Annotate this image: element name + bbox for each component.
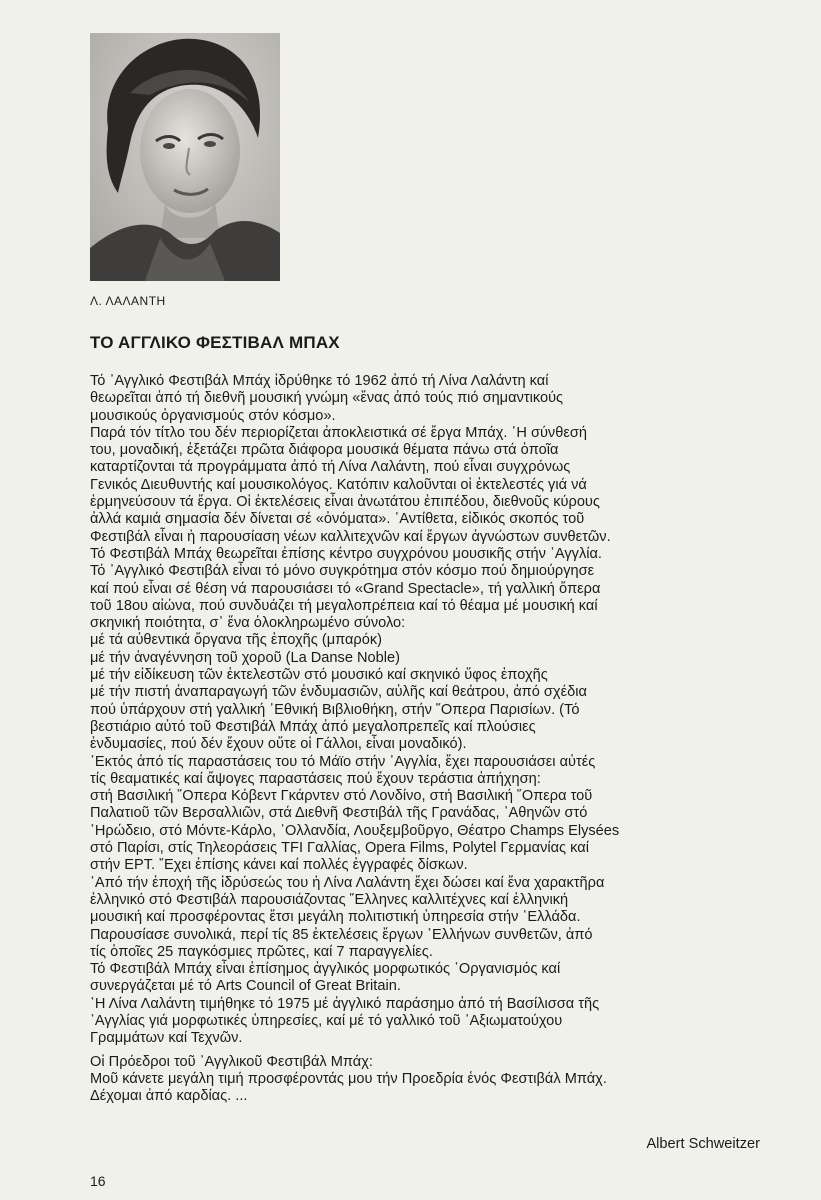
body-line: Οἱ Πρόεδροι τοῦ ᾿Αγγλικοῦ Φεστιβάλ Μπάχ:	[90, 1053, 373, 1070]
body-line: ᾿Από τήν ἐποχή τῆς ἱδρύσεώς του ἡ Λίνα Λαλάντη ἔχει δώσει καί ἕνα χαρακτῆρα	[90, 874, 605, 891]
body-line: Μοῦ κάνετε μεγάλη τιμή προσφέροντάς μου τήν Προεδρία ἑνός Φεστιβάλ Μπάχ.	[90, 1070, 607, 1087]
body-line: Δέχομαι ἀπό καρδίας. ...	[90, 1088, 248, 1105]
body-line: Φεστιβάλ εἶναι ἡ παρουσίαση νέων καλλιτεχνῶν καί ἔργων ἀγνώστων συνθετῶν.	[90, 528, 611, 545]
body-line: Παρά τόν τίτλο του δέν περιορίζεται ἀποκλειστικά σέ ἔργα Μπάχ. ῾Η σύνθεσή	[90, 424, 587, 441]
body-line: μέ τήν ἀναγέννηση τοῦ χοροῦ (La Danse Noble)	[90, 649, 400, 666]
body-line: ᾿Εκτός ἀπό τίς παραστάσεις του τό Μάϊο στήν ᾿Αγγλία, ἔχει παρουσιάσει αὐτές	[90, 753, 596, 770]
page-number: 16	[90, 1173, 106, 1189]
body-line: Τό ᾿Αγγλικό Φεστιβάλ εἶναι τό μόνο συγκρότημα στόν κόσμο πού δημιούργησε	[90, 563, 595, 580]
body-line: ῾Ηρώδειο, στό Μόντε-Κάρλο, ᾿Ολλανδία, Λουξεμβοῦργο, Θέατρο Champs Elysées	[90, 822, 620, 839]
body-line: ῾Η Λίνα Λαλάντη τιμήθηκε τό 1975 μέ ἀγγλικό παράσημο ἀπό τή Βασίλισσα τῆς	[90, 995, 600, 1012]
body-line: Γραμμάτων καί Τεχνῶν.	[90, 1030, 243, 1047]
body-line: τίς ὁποῖες 25 παγκόσμιες πρῶτες, καί 7 παραγγελίες.	[90, 943, 433, 960]
body-line: ἀλλά καμιά σημασία δέν δίνεται σέ «ὀνόματα». ᾿Αντίθετα, εἰδικός σκοπός τοῦ	[90, 511, 585, 528]
body-line: τίς θεαματικές καί ἄψογες παραστάσεις πού ἔχουν τεράστια ἀπήχηση:	[90, 770, 541, 787]
body-line: καί πού εἶναι σέ θέση νά παρουσιάσει τό «Grand Spectacle», τή γαλλική ὄπερα	[90, 580, 601, 597]
body-line: μέ τήν πιστή ἀναπαραγωγή τῶν ἐνδυμασιῶν, αὐλῆς καί θεάτρου, ἀπό σχέδια	[90, 684, 587, 701]
body-line: ἑρμηνεύσουν τά ἔργα. Οἱ ἐκτελέσεις εἶναι ἀνωτάτου ἐπιπέδου, διεθνοῦς κύρους	[90, 494, 600, 511]
signature: Albert Schweitzer	[646, 1136, 760, 1152]
body-line: ᾿Αγγλίας γιά μορφωτικές ὑπηρεσίες, καί μέ τό γαλλικό τοῦ ᾿Αξιωματούχου	[90, 1012, 563, 1029]
body-line: πού ὑπάρχουν στή γαλλική ᾿Εθνική Βιβλιοθήκη, στήν ῞Οπερα Παρισίων. (Τό	[90, 701, 580, 718]
body-line: στό Παρίσι, στίς Τηλεοράσεις TFI Γαλλίας, Opera Films, Polytel Γερμανίας καί	[90, 840, 589, 857]
body-line: σκηνική ποιότητα, σ᾿ ἕνα ὁλοκληρωμένο σύνολο:	[90, 615, 406, 632]
body-line: Παρουσίασε συνολικά, περί τίς 85 ἐκτελέσεις ἔργων ῾Ελλήνων συνθετῶν, ἀπό	[90, 926, 593, 943]
body-line: τοῦ 18ου αἰώνα, πού συνδυάζει τή μεγαλοπρέπεια καί τό θέαμα μέ μουσική καί	[90, 597, 598, 614]
body-line: καταρτίζονται τά προγράμματα ἀπό τή Λίνα Λαλάντη, πού εἶναι συγχρόνως	[90, 459, 571, 476]
body-line: μουσικούς ὀργανισμούς στόν κόσμο».	[90, 407, 336, 424]
body-line: Γενικός Διευθυντής καί μουσικολόγος. Κατόπιν καλοῦνται οἱ ἐκτελεστές γιά νά	[90, 476, 587, 493]
body-line: Τό Φεστιβάλ Μπάχ εἶναι ἐπίσημος ἀγγλικός μορφωτικός ᾿Οργανισμός καί	[90, 961, 561, 978]
body-line: του, μοναδική, ἐξετάζει πρῶτα διάφορα μουσικά θέματα πάνω στά ὁποῖα	[90, 442, 559, 459]
body-line: Τό Φεστιβάλ Μπάχ θεωρεῖται ἐπίσης κέντρο συγχρόνου μουσικῆς στήν ᾿Αγγλία.	[90, 545, 602, 562]
body-line: μέ τήν εἰδίκευση τῶν ἐκτελεστῶν στό μουσικό καί σκηνικό ὕφος ἐποχῆς	[90, 667, 548, 684]
article-body	[90, 373, 770, 1105]
body-line: μέ τά αὐθεντικά ὄργανα τῆς ἐποχῆς (μπαρόκ)	[90, 632, 382, 649]
photo-caption: Λ. ΛΑΛΑΝΤΗ	[90, 294, 166, 308]
article-title: ΤΟ ΑΓΓΛΙΚΟ ΦΕΣΤΙΒΑΛ ΜΠΑΧ	[90, 333, 340, 352]
portrait-photo	[90, 33, 280, 281]
body-line: ἐνδυμασίες, πού δέν ἔχουν οὔτε οἱ Γάλλοι, εἶναι μοναδικό).	[90, 736, 467, 753]
body-line: συνεργάζεται μέ τό Arts Council of Great Britain.	[90, 978, 401, 995]
body-line: Τό ᾿Αγγλικό Φεστιβάλ Μπάχ ἱδρύθηκε τό 1962 ἀπό τή Λίνα Λαλάντη καί	[90, 373, 549, 389]
body-line: Παλατιοῦ τῶν Βερσαλλιῶν, στά Διεθνῆ Φεστιβάλ τῆς Γρανάδας, ᾿Αθηνῶν στό	[90, 805, 588, 822]
body-line: θεωρεῖται ἀπό τή διεθνῆ μουσική γνώμη «ἕνας ἀπό τούς πιό σημαντικούς	[90, 390, 564, 407]
body-line: μουσική καί προσφέροντας ἔτσι μεγάλη πολιτιστική ὑπηρεσία στήν ῾Ελλάδα.	[90, 909, 581, 926]
body-line: ἑλληνικό στό Φεστιβάλ παρουσιάζοντας ῞Ελληνες καλλιτέχνες καί ἑλληνική	[90, 891, 569, 908]
body-line: βεστιάριο αὐτό τοῦ Φεστιβάλ Μπάχ ἀπό μεγαλοπρεπεῖς καί πλούσιες	[90, 718, 536, 735]
body-line: στή Βασιλική ῞Οπερα Κόβεντ Γκάρντεν στό Λονδίνο, στή Βασιλική ῞Οπερα τοῦ	[90, 788, 593, 805]
body-line: στήν ΕΡΤ. ῎Εχει ἐπίσης κάνει καί πολλές ἐγγραφές δίσκων.	[90, 857, 468, 874]
